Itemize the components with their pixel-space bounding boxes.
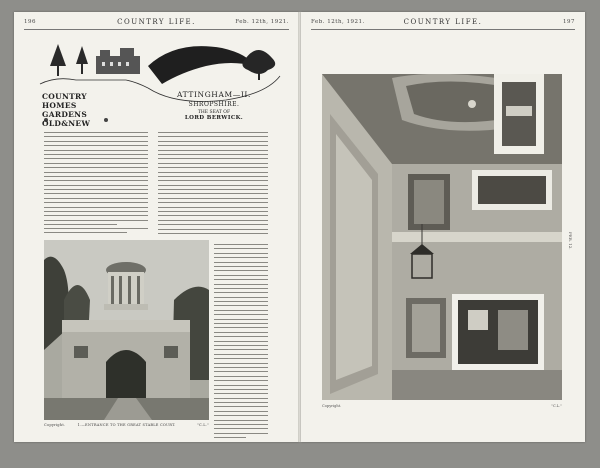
left-running-title: COUNTRY LIFE. [117, 18, 196, 26]
article-owner: LORD BERWICK. [184, 115, 244, 121]
right-running-head [311, 18, 575, 28]
left-running-head [24, 18, 289, 28]
series-title-line: GARDENS [42, 110, 88, 119]
right-date: Feb. 12th, 1921. [311, 19, 365, 25]
interior-photo [322, 74, 562, 400]
article-title: ATTINGHAM—II. [177, 90, 251, 99]
left-photo-tag: "C.L." [197, 423, 209, 427]
right-photo-credit: Copyright. [322, 404, 342, 408]
body-text-column-right-lower [214, 244, 268, 442]
left-photo-credit: Copyright. [44, 423, 66, 427]
article-title-block [154, 90, 274, 121]
article-county: SHROPSHIRE. [188, 101, 240, 108]
side-margin-text [567, 82, 577, 402]
right-photo-tag: "C.L." [551, 404, 562, 408]
article-header [36, 36, 284, 128]
stable-court-photo [44, 240, 209, 420]
right-page-number: 197 [563, 19, 575, 25]
left-date: Feb. 12th, 1921. [235, 19, 289, 25]
series-title [42, 92, 112, 128]
body-text-column-left-lower [44, 228, 148, 237]
right-header-rule [311, 29, 575, 30]
article-seat-line: THE SEAT OF [197, 110, 231, 115]
body-text-column-left [44, 132, 148, 229]
series-title-line: HOMES [42, 101, 77, 110]
side-date-stamp: FEB. 12. [568, 232, 573, 250]
series-title-line: OLD&NEW [42, 119, 91, 128]
left-page [14, 12, 299, 442]
left-header-rule [24, 29, 289, 30]
left-photo-caption-text: 1.—ENTRANCE TO THE GREAT STABLE COURT. [77, 423, 176, 427]
right-running-title: COUNTRY LIFE. [403, 18, 483, 26]
body-text-column-right [158, 132, 268, 237]
series-title-line: COUNTRY [42, 92, 87, 101]
left-page-number: 196 [24, 19, 36, 25]
right-page [301, 12, 585, 442]
